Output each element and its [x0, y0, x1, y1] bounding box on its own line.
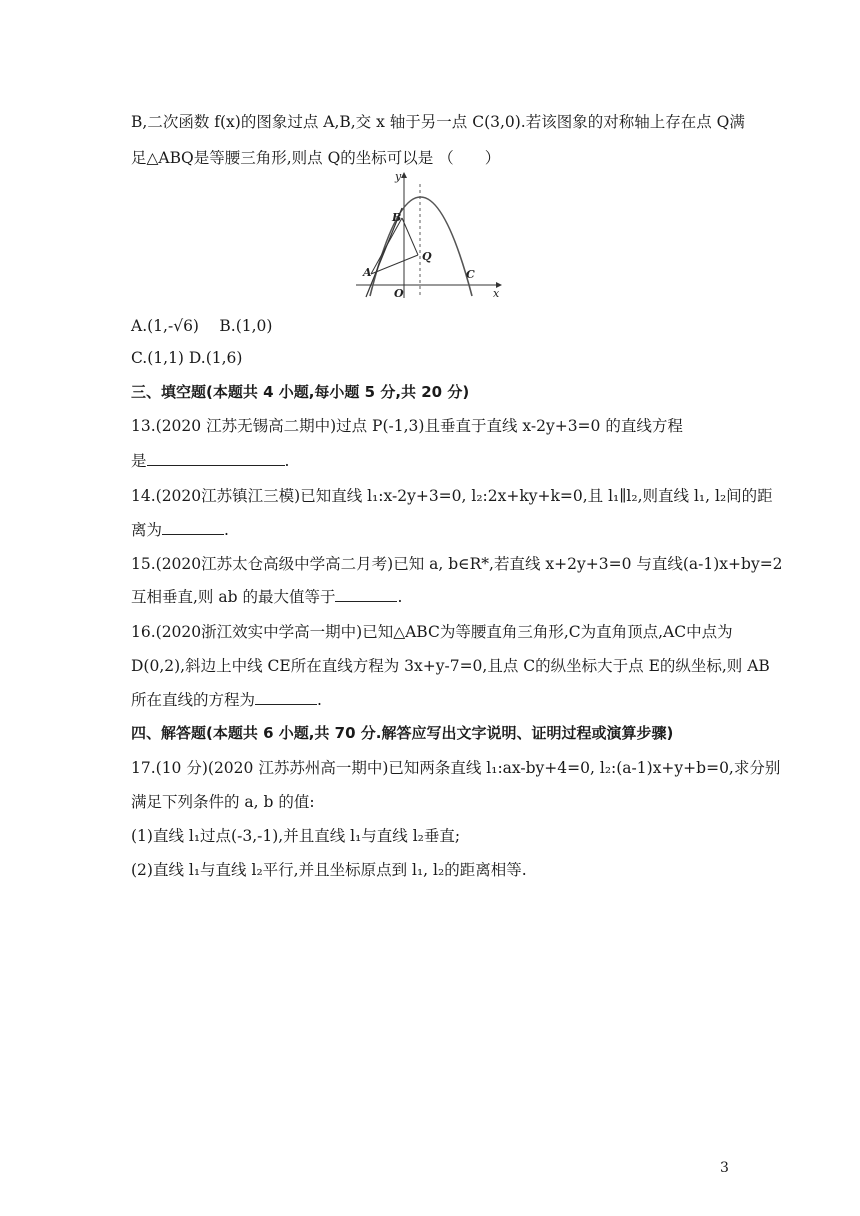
- question-12-text-line-2: 足△ABQ是等腰三角形,则点 Q的坐标可以是 （ ）: [131, 149, 501, 167]
- segment-AB: [371, 218, 402, 274]
- page-number: 3: [720, 1160, 729, 1176]
- parabola-curve: [370, 197, 472, 296]
- question-17-part-2: (2)直线 l₁与直线 l₂平行,并且坐标原点到 l₁, l₂的距离相等.: [131, 861, 527, 879]
- question-15-line-1: 15.(2020江苏太仓高级中学高二月考)已知 a, b∈R*,若直线 x+2y+3=0 与直线(a-1)x+by=2: [131, 555, 783, 573]
- answer-blank-13[interactable]: [147, 451, 285, 466]
- question-15-line-2: 互相垂直,则 ab 的最大值等于 .: [131, 588, 403, 606]
- question-14-line-2: 离为 .: [131, 521, 229, 539]
- label-C: C: [466, 268, 475, 281]
- question-13-line-2: 是 .: [131, 452, 290, 470]
- parabola-figure: [356, 170, 504, 300]
- question-13-line-1: 13.(2020 江苏无锡高二期中)过点 P(-1,3)且垂直于直线 x-2y+3=0 的直线方程: [131, 417, 683, 435]
- section-4-heading: 四、解答题(本题共 6 小题,共 70 分.解答应写出文字说明、证明过程或演算步骤): [131, 724, 674, 742]
- question-12-options-a-b: A.(1,-√6) B.(1,0): [131, 317, 273, 335]
- answer-blank-14[interactable]: [162, 520, 224, 535]
- question-12-text-line-1: B,二次函数 f(x)的图象过点 A,B,交 x 轴于另一点 C(3,0).若该图象的对称轴上存在点 Q满: [131, 113, 745, 131]
- answer-blank-16[interactable]: [255, 690, 317, 705]
- section-3-heading: 三、填空题(本题共 4 小题,每小题 5 分,共 20 分): [131, 383, 470, 401]
- question-16-line-1: 16.(2020浙江效实中学高一期中)已知△ABC为等腰直角三角形,C为直角顶点,AC中点为: [131, 623, 733, 641]
- label-x: x: [493, 287, 500, 300]
- question-17-line-1: 17.(10 分)(2020 江苏苏州高一期中)已知两条直线 l₁:ax-by+4=0, l₂:(a-1)x+y+b=0,求分别: [131, 759, 781, 777]
- label-A: A: [363, 266, 372, 279]
- parabola-diagram: [356, 170, 504, 300]
- question-16-line-2: D(0,2),斜边上中线 CE所在直线方程为 3x+y-7=0,且点 C的纵坐标大于点 E的纵坐标,则 AB: [131, 657, 770, 675]
- label-B: B: [392, 211, 402, 224]
- question-16-line-3: 所在直线的方程为 .: [131, 691, 322, 709]
- question-12-options-c-d: C.(1,1) D.(1,6): [131, 349, 243, 367]
- answer-blank-15[interactable]: [335, 587, 397, 602]
- question-17-line-2: 满足下列条件的 a, b 的值:: [131, 793, 315, 811]
- label-O: O: [394, 287, 404, 300]
- question-14-line-1: 14.(2020江苏镇江三模)已知直线 l₁:x-2y+3=0, l₂:2x+ky+k=0,且 l₁∥l₂,则直线 l₁, l₂间的距: [131, 487, 773, 505]
- label-Q: Q: [422, 250, 432, 263]
- y-axis-arrow-icon: [401, 172, 407, 178]
- question-17-part-1: (1)直线 l₁过点(-3,-1),并且直线 l₁与直线 l₂垂直;: [131, 827, 461, 845]
- label-y: y: [395, 170, 402, 183]
